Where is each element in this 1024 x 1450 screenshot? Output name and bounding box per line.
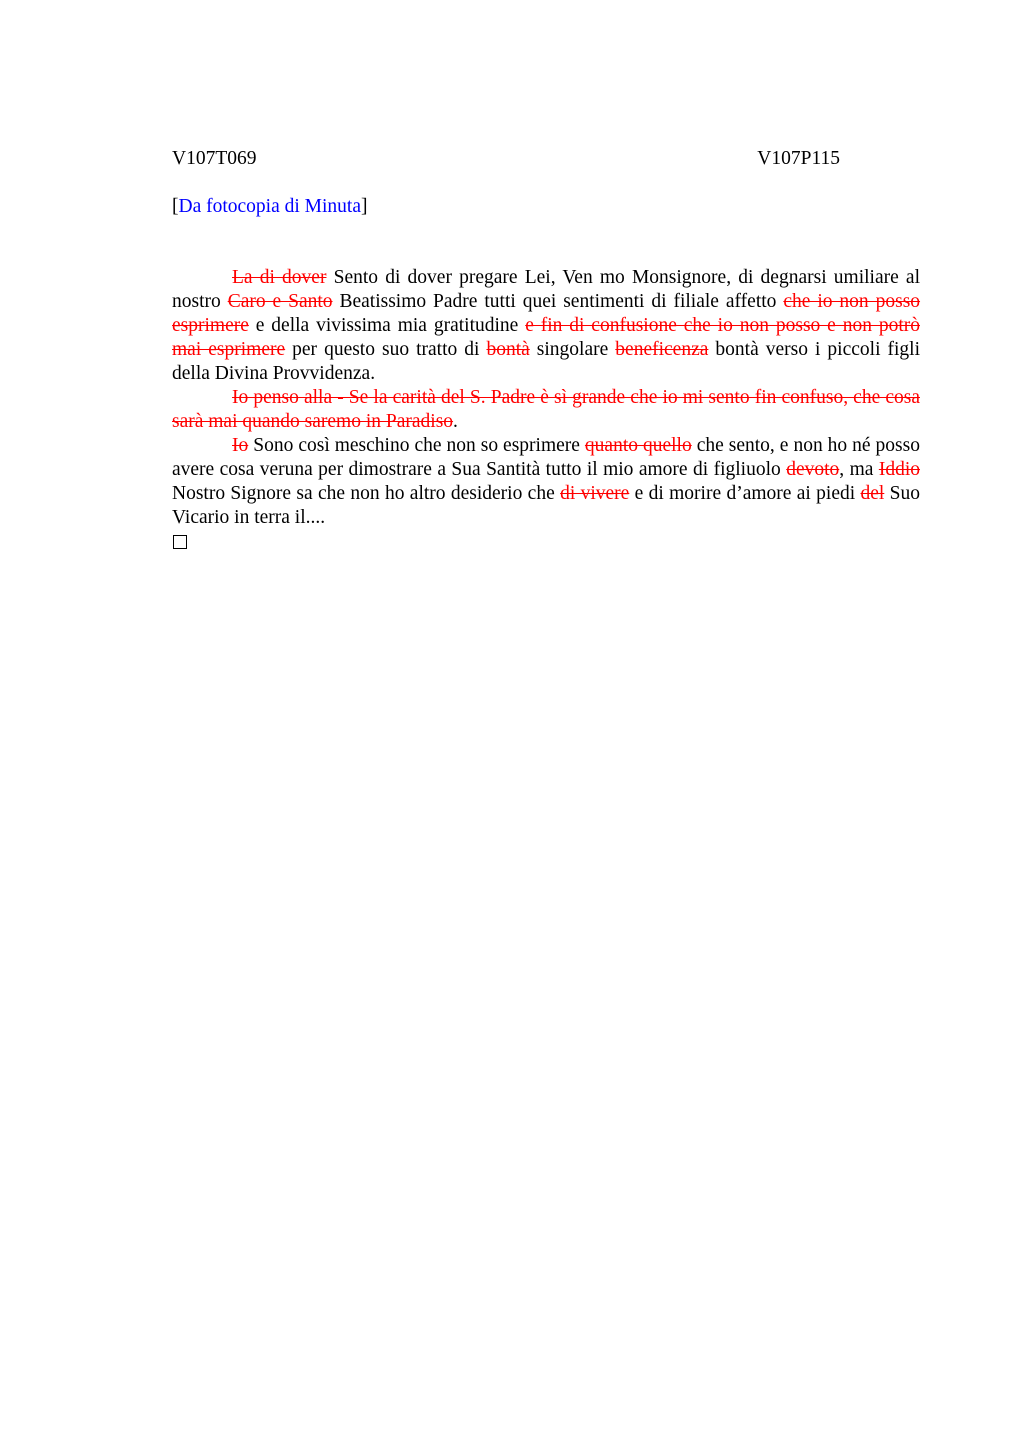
deleted-text: Io — [232, 435, 249, 456]
text-run: . — [453, 411, 458, 432]
paragraph-1 — [172, 266, 920, 386]
deleted-text: beneficenza — [615, 339, 709, 360]
text-run: singolare — [529, 339, 616, 360]
text-run: , ma — [839, 459, 879, 480]
document-header — [172, 147, 840, 171]
empty-square-icon — [173, 535, 187, 549]
deleted-text: di vivere — [560, 483, 630, 504]
deleted-text: Io penso alla - Se la carità del S. Padre è sì grande che io mi sento fin confuso, che cosa sarà mai quando saremo in Paradiso — [172, 387, 920, 432]
deleted-text: bontà — [486, 339, 530, 360]
text-run: e di morire d’amore ai piedi — [629, 483, 861, 504]
source-note-close-bracket: ] — [361, 196, 368, 217]
page-code: V107P115 — [757, 148, 840, 169]
text-run: bontà verso i piccoli figli della Divina Provvidenza. — [172, 339, 921, 384]
paragraph-2 — [172, 386, 920, 434]
text-run: Sento di dover pregare Lei, Ven mo Monsignore, di degnarsi umiliare al nostro — [172, 267, 920, 312]
text-run: che sento, e non ho né posso avere cosa veruna per dimostrare a Sua Santità tutto il mio amore di figliuolo — [172, 435, 920, 480]
source-note — [172, 195, 368, 219]
deleted-text: Caro e Santo — [227, 291, 333, 312]
paragraph-3 — [172, 434, 920, 530]
document-code: V107T069 — [172, 148, 257, 169]
letter-body — [172, 266, 920, 549]
deleted-text: del — [860, 483, 885, 504]
text-run: Nostro Signore sa che non ho altro desiderio che — [172, 483, 561, 504]
deleted-text: La di dover — [232, 267, 327, 288]
source-note-open-bracket: [ — [172, 196, 179, 217]
text-run: Sono così meschino che non so esprimere — [248, 435, 585, 456]
text-run: e della vivissima mia gratitudine — [248, 315, 526, 336]
deleted-text: Iddio — [878, 459, 920, 480]
text-run: per questo suo tratto di — [285, 339, 487, 360]
deleted-text: quanto quello — [584, 435, 692, 456]
deleted-text: e fin di confusione che io non posso e non potrò mai esprimere — [172, 315, 920, 360]
deleted-text: che io non posso esprimere — [172, 291, 921, 336]
text-run: Suo Vicario in terra il.... — [172, 483, 920, 528]
text-run: Beatissimo Padre tutti quei sentimenti di filiale affetto — [332, 291, 784, 312]
source-note-text: Da fotocopia di Minuta — [178, 196, 361, 217]
deleted-text: devoto — [786, 459, 840, 480]
